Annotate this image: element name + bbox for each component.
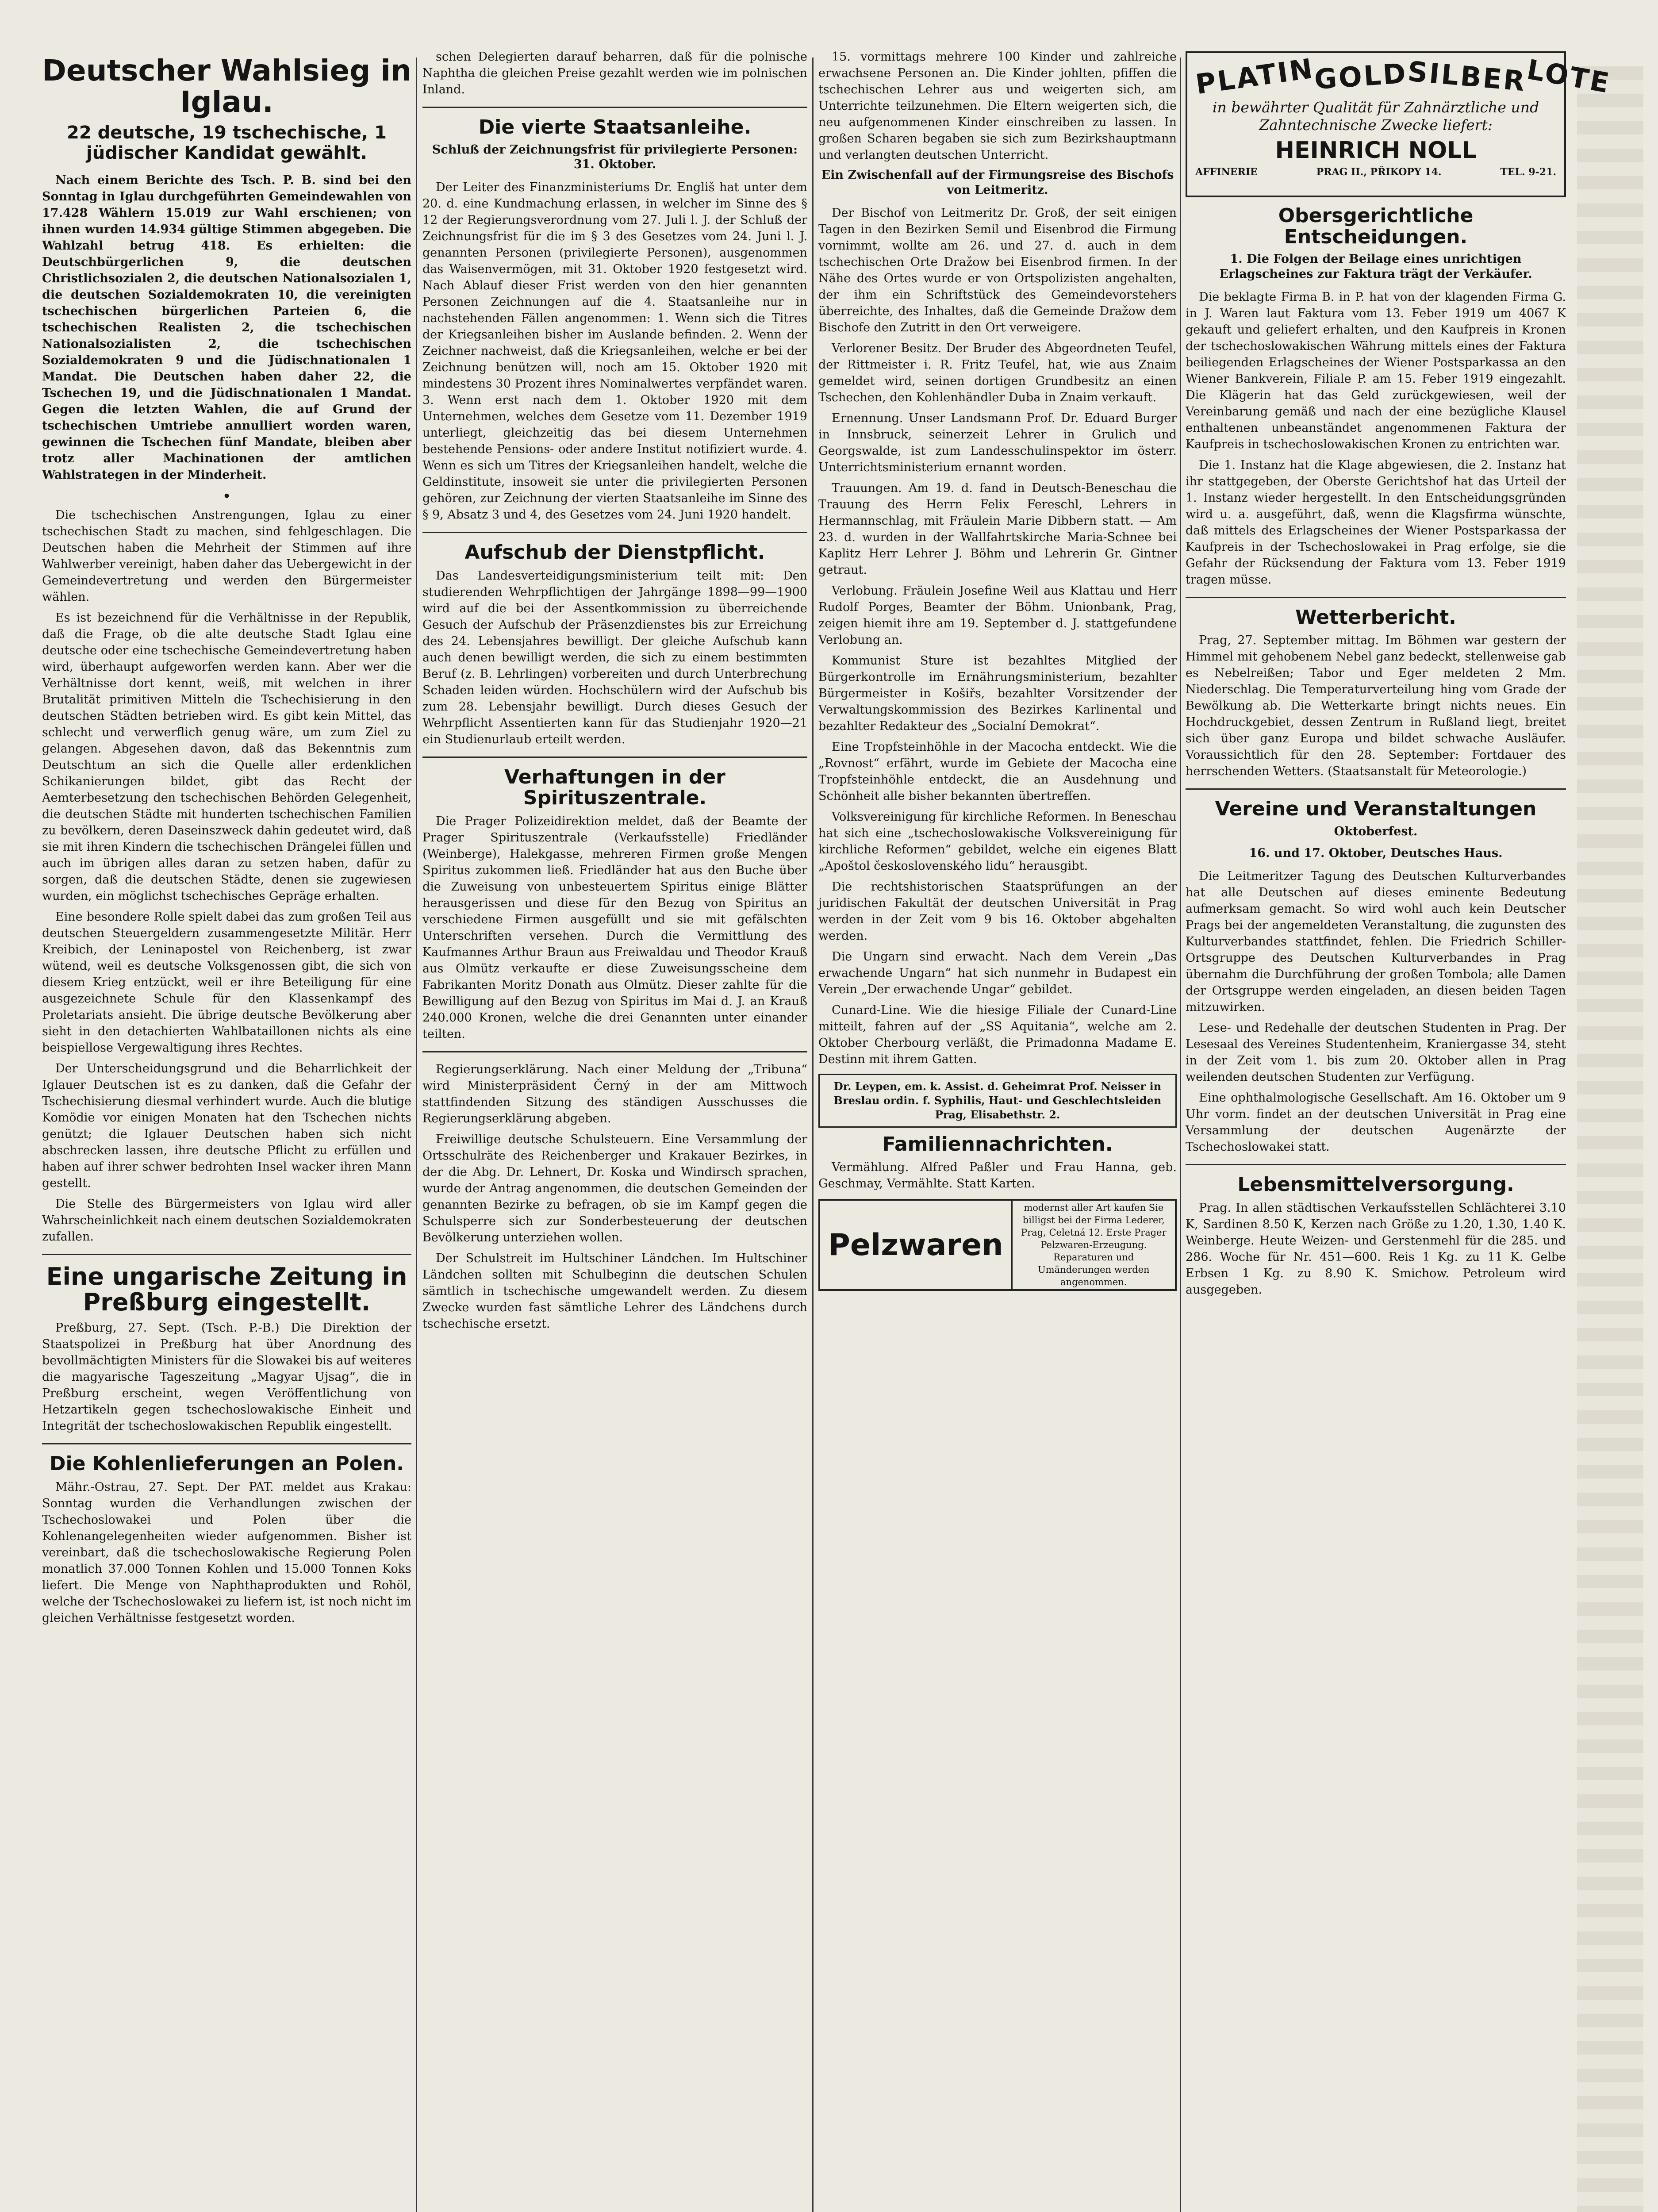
column-2 [422,49,807,2212]
metal-word: SILBER [1406,55,1528,98]
noll-advertisement [1186,51,1613,197]
article-lead: Nach einem Berichte des Tsch. P. B. sind bei den Sonntag in Iglau durchgeführten Gemeindewahlen von 17.428 Wählern 15.019 zur Wahl erschienen; von ihnen wurden 14.934 gültige Stimmen abgegeben. Die Wahlzahl betrug 418. Es erhielten: die Deutschbürgerlichen 9, die deutschen Christlichsozialen 2, die deutschen Nationalsozialen 1, die deutschen Sozialdemokraten 10, die vereinigten tschechischen bürgerlichen Parteien 6, die tschechischen Realisten 2, die tschechischen Nationalsozialisten 2, die tschechischen Sozialdemokraten 9 und die Jüdischnationalen 1 Mandat. Die Deutschen haben daher 22, die Tschechen 19, und die Jüdischnationalen 1 Mandat. Gegen die letzten Wahlen, die auf Grund der tschechischen Umtriebe annulliert worden waren, gewinnen die Tschechen fünf Mandate, bleiben aber trotz aller Machinationen der amtlichen Wahlstrategen in der Minderheit. [42,173,411,482]
article-paragraph: Trauungen. Am 19. d. fand in Deutsch-Beneschau die Trauung des Herrn Felix Fereschl, Lehrers in Hermannschlag, mit Fräulein Marie Dibbern statt. — Am 23. d. wurden in der Wallfahrtskirche Maria-Schnee bei Kaplitz Herr Lehrer J. Böhm und Lehrerin Gr. Gintner getraut. [818,481,1177,577]
article-paragraph: Mähr.-Ostrau, 27. Sept. Der PAT. meldet aus Krakau: Sonntag wurden die Verhandlungen zwischen der Tschechoslowakei und Polen über die Kohlenangelegenheiten wieder aufgenommen. Bisher ist vereinbart, daß die tschechoslowakische Regierung Polen monatlich 37.000 Tonnen Kohlen und 15.000 Tonnen Koks liefert. Die Menge von Naphthaprodukten und Rohöl, welche der Tschechoslowakei zu liefern ist, ist noch nicht im gleichen Verhältnisse festgesetzt worden. [42,1480,411,1625]
article-paragraph: Verlobung. Fräulein Josefine Weil aus Klattau und Herr Rudolf Porges, Beamter der Böhm. Unionbank, Prag, zeigen hiemit ihre am 19. September d. J. stattgefundene Verlobung an. [818,584,1177,647]
headline-iglau: Deutscher Wahlsieg in Iglau. [42,54,411,119]
article-paragraph: Preßburg, 27. Sept. (Tsch. P.-B.) Die Direktion der Staatspolizei in Preßburg hat über Anordnung des bevollmächtigten Ministers für die Slowakei bis auf weiteres die magyarische Tageszeitung „Magyar Ujsag“, die in Preßburg erscheint, wegen Veröffentlichung von Hetzartikeln gegen tschechoslowakische Einheit und Integrität der tschechoslowakischen Republik eingestellt. [42,1321,411,1433]
ad-affinerie: AFFINERIE [1195,166,1258,178]
headline-familiennachrichten: Familiennachrichten. [882,1133,1113,1156]
section-divider [1186,1164,1566,1165]
subheadline-staatsanleihe: Schluß der Zeichnungsfrist für privilegierte Personen: 31. Oktober. [432,142,798,172]
ad-footer [1195,166,1556,178]
headline-lebensmittel: Lebensmittelversorgung. [1237,1173,1514,1196]
article-paragraph: Vermählung. Alfred Paßler und Frau Hanna, geb. Geschmay, Vermählte. Statt Karten. [818,1160,1177,1191]
article-paragraph: Der Schulstreit im Hultschiner Ländchen. Im Hultschiner Ländchen sollten mit Schulbeginn die deutschen Schulen sämtlich in tschechische umgewandelt werden. Zu diesem Zwecke wurden fast sämtliche Lehrer des Ländchens durch tschechische ersetzt. [422,1251,807,1331]
ad-address: PRAG II., PŘIKOPY 14. [1316,166,1442,178]
page-edge [1577,66,1643,2212]
section-divider [42,1254,411,1255]
article-paragraph: Volksvereinigung für kirchliche Reformen. In Beneschau hat sich eine „tschechoslowakische Volksvereinigung für kirchliche Reformen“ gebildet, welche ein eigenes Blatt „Apoštol československého lidu“ herausgibt. [818,810,1177,873]
article-paragraph: Es ist bezeichnend für die Verhältnisse in der Republik, daß die Frage, ob die alte deutsche Stadt Iglau eine deutsche oder eine tschechische Gemeindevertretung haben wird, überhaupt aufgeworfen werden kann. Aber wer die Verhältnisse dort kennt, weiß, mit welchen in ihrer Brutalität primitiven Mitteln die Tschechisierung in den deutschen Städten betrieben wird. Es gibt kein Mittel, das schlecht und verwerflich genug wäre, um zum Ziel zu gelangen. Abgesehen davon, daß das Bekenntnis zum Deutschtum an sich die Quelle aller erdenklichen Schikanierungen bildet, gibt das Recht der Aemterbesetzung den tschechischen Behörden Gelegenheit, die deutschen Städte mit hunderten tschechischen Familien zu bevölkern, deren Daseinszweck dahin gedeutet wird, daß sie mit ihren Kindern die tschechischen Drängelei füllen und auch im übrigen alles daran zu setzen haben, dafür zu sorgen, daß die deutschen Städte, denen sie zugewiesen wurden, ein möglichst tschechisches Gepräge erhalten. [42,611,411,903]
pelzwaren-advertisement [818,1199,1177,1291]
article-paragraph: Regierungserklärung. Nach einer Meldung der „Tribuna“ wird Ministerpräsident Černý in der am Mittwoch stattfindenden Sitzung des ständigen Ausschusses die Regierungserklärung abgeben. [422,1062,807,1125]
headline-vereine: Vereine und Veranstaltungen [1215,798,1537,821]
doctor-notice: Dr. Leypen, em. k. Assist. d. Geheimrat Prof. Neisser in Breslau ordin. f. Syphilis, Haut- und Geschlechtsleiden Prag, Elisabethstr. 2. [818,1074,1177,1128]
article-paragraph: Eine Tropfsteinhöhle in der Macocha entdeckt. Wie die „Rovnost“ erfährt, wurde im Gebiete der Macocha eine Tropfsteinhöhle entdeckt, die an Ausdehnung und Schönheit alle bisher bekannten übertreffen. [818,740,1177,803]
article-paragraph: Die Ungarn sind erwacht. Nach dem Verein „Das erwachende Ungarn“ hat sich nunmehr in Budapest ein Verein „Der erwachende Ungar“ gebildet. [818,949,1177,996]
subheadline-bischof: Ein Zwischenfall auf der Firmungsreise des Bischofs von Leitmeritz. [821,168,1174,197]
article-paragraph: Das Landesverteidigungsministerium teilt mit: Den studierenden Wehrpflichtigen der Jahrgänge 1898—99—1900 wird auf die bei der Assentkommission zu überreichende Gesuch der Aufschub der Präsenzdienstes bis zur Erreichung des 24. Lebensjahres bewilligt. Der gleiche Aufschub kann auch denen bewilligt werden, die sich zu einem bestimmten Beruf (z. B. Lehrlingen) vorbereiten und durch Unterbrechung Schaden leiden würden. Hochschülern wird der Aufschub bis zum 28. Lebensjahr bewilligt. Durch dieses Gesuch der Wehrpflicht Assentierten kann für das Studienjahr 1920—21 ein Studienurlaub erteilt werden. [422,568,807,746]
article-paragraph: Die tschechischen Anstrengungen, Iglau zu einer tschechischen Stadt zu machen, sind fehlgeschlagen. Die Deutschen haben die Mehrheit der Stimmen auf ihre Wahlwerber vereinigt, haben daher das Uebergewicht in der Gemeindevertretung und werden den Bürgermeister wählen. [42,508,411,604]
article-paragraph: Die Prager Polizeidirektion meldet, daß der Beamte der Prager Spirituszentrale (Verkaufsstelle) Friedländer (Weinberge), Halekgasse, mehreren Firmen große Mengen Spiritus zukommen ließ. Friedländer hat aus den Buche über die Zuweisung von unbesteuertem Spiritus einige Blätter herausgerissen und diese für den Bezug von Spiritus an verschiedene Firmen ausgefüllt und sie mit gefälschten Unterschriften versehen. Durch die Vermittlung des Kaufmannes Arthur Braun aus Freiwaldau und Theodor Krauß aus Olmütz verkaufte er diese Zuweisungsscheine dem Fabrikanten Moritz Donath aus Olmütz. Dieser zahlte für die Bewilligung auf den Bezug von Spiritus im Mai d. J. an Krauß 240.000 Kronen, welche die drei Genannten unter einander teilten. [422,814,807,1041]
article-paragraph: Der Leiter des Finanzministeriums Dr. Engliš hat unter dem 20. d. eine Kundmachung erlassen, in welcher im Sinne des § 12 der Regierungsverordnung vom 27. Juli l. J. der Schluß der Zeichnungsfrist für die im § 3 des Gesetzes vom 24. Juni l. J. genannten Personen (privilegierte Personen), ausgenommen das Waisenvermögen, mit 31. Oktober 1920 festgesetzt wird. Nach Ablauf dieser Frist werden von den hier genannten Personen Zeichnungen auf die 4. Staatsanleihe nur in nachstehenden Fällen angenommen: 1. Wenn sich die Titres der Kriegsanleihen bisher im Auslande befinden. 2. Wenn der Zeichner nachweist, daß die Kriegsanleihen, welche er bei der Zeichnung benützen will, noch am 15. Oktober 1920 mit mindestens 30 Prozent ihres Nominalwertes verpfändet waren. 3. Wenn erst nach dem 1. Oktober 1920 mit dem Unternehmen, welches dem Gesetze vom 11. Dezember 1919 unterliegt, gleichzeitig das bei diesem Unternehmen bestehende Pensions- oder andere Institut notifiziert wurde. 4. Wenn es sich um Titres der Kriegsanleihen handelt, welche die Geldinstitute, insoweit sie unter die privilegierten Personen gehören, zur Zeichnung der vierten Staatsanleihe im Sinne des § 9, Absatz 3 und 4, des Gesetzes vom 24. Juni 1920 handelt. [422,180,807,522]
subheadline-oktoberfest: Oktoberfest. [1334,824,1418,838]
article-paragraph: schen Delegierten darauf beharren, daß für die polnische Naphtha die gleichen Preise gezahlt werden wie im polnischen Inland. [422,50,807,96]
article-paragraph: Die beklagte Firma B. in P. hat von der klagenden Firma G. in J. Waren laut Faktura vom 13. Feber 1919 um 4067 K gekauft und geliefert erhalten, und den Kaufpreis in Kronen der tschechoslowakischen Währung mittels eines der Faktura beiliegenden Erlagscheines der Wiener Postsparkassa an den Wiener Bankverein, Filiale P. am 15. Feber 1919 eingezahlt. Die Klägerin hat das Geld zurückgewiesen, weil der Vereinbarung gemäß und nach der eine bezügliche Klausel enthaltenen unbeanständet angenommenen Faktura der Kaufpreis in tschechoslowakischen Kronen zu entrichten war. [1186,290,1566,451]
metal-word: GOLD [1313,57,1409,96]
ad-tagline: in bewährter Qualität für Zahnärztliche und Zahntechnische Zwecke liefert: [1212,99,1539,134]
column-4 [1186,49,1613,2212]
article-paragraph: Verlorener Besitz. Der Bruder des Abgeordneten Teufel, der Rittmeister i. R. Fritz Teufel, hat, wie aus Znaim gemeldet wird, seinen dortigen Grundbesitz an einen Tschechen, den Kohlenhändler Duba in Znaim verkauft. [818,341,1177,404]
headline-dienstpflicht: Aufschub der Dienstpflicht. [464,541,765,564]
column-rule [1180,58,1181,2212]
column-rule [812,58,814,2212]
article-paragraph: Lese- und Redehalle der deutschen Studenten in Prag. Der Lesesaal des Vereines Studentenheim, Kraniergasse 34, steht in der Zeit vom 1. bis zum 20. Oktober allen in Prag weilenden deutschen Studenten zur Verfügung. [1186,1021,1566,1084]
subheadline-iglau: 22 deutsche, 19 tschechische, 1 jüdischer Kandidat gewählt. [66,122,387,163]
subheadline-date: 16. und 17. Oktober, Deutsches Haus. [1249,846,1503,860]
headline-pressburg: Eine ungarische Zeitung in Preßburg eingestellt. [46,1262,407,1316]
headline-spirituszentrale: Verhaftungen in der Spirituszentrale. [504,765,725,810]
column-rule [416,58,417,2212]
article-paragraph: Freiwillige deutsche Schulsteuern. Eine Versammlung der Ortsschulräte des Reichenberger und Krakauer Bezirkes, in der die Abg. Dr. Lehnert, Dr. Koska und Windirsch sprachen, wurde der Antrag angenommen, die deutschen Gemeinden der genannten Bezirke zu befragen, ob sie im Kampf gegen die Schulsperre sich zur Sonderbesteuerung der deutschen Bevölkerung unterziehen wollen. [422,1132,807,1244]
article-paragraph: Kommunist Sture ist bezahltes Mitglied der Bürgerkontrolle im Ernährungsministerium, bezahlter Bürgermeister in Košiřs, bezahlter Vorsitzender der Verwaltungskommission des Bezirkes Karlinental und bezahlter Redakteur des „Socialní Demokrat“. [818,653,1177,733]
headline-wetterbericht: Wetterbericht. [1295,606,1456,629]
article-paragraph: Ernennung. Unser Landsmann Prof. Dr. Eduard Burger in Innsbruck, seinerzeit Lehrer in Grulich und Georgswalde, ist zum Landesschulinspektor im österr. Unterrichtsministerium ernannt worden. [818,411,1177,474]
section-divider [422,107,807,108]
pelzwaren-logo: Pelzwaren [820,1201,1013,1289]
article-paragraph: Der Unterscheidungsgrund und die Beharrlichkeit der Iglauer Deutschen ist es zu danken, daß die Gefahr der Tschechisierung diesmal verhindert wurde. Auch die blutige Komödie vor einigen Monaten hat den Tschechen nichts genützt; die Iglauer Deutschen haben sich nicht abschrecken lassen, ihre deutsche Pflicht zu erfüllen und haben auf ihrer schwer bedrohten Insel wacker ihren Mann gestellt. [42,1061,411,1190]
separator-bullet: • [222,487,231,505]
headline-staatsanleihe: Die vierte Staatsanleihe. [478,116,752,138]
pelzwaren-text: modernst aller Art kaufen Sie billigst bei der Firma Lederer, Prag, Celetná 12. Erste Prager Pelzwaren-Erzeugung. Reparaturen und Umänderungen werden angenommen. [1021,1202,1167,1288]
metal-word: LOTE [1524,53,1613,100]
article-paragraph: Der Bischof von Leitmeritz Dr. Groß, der seit einigen Tagen in den Bezirken Semil und Eisenbrod die Firmung vornimmt, wollte am 26. und 27. d. auch in dem tschechischen Orte Dražow bei Eisenbrod firmen. In der Nähe des Ortes wurde er von Ortspolizisten angehalten, der ihm ein Schriftstück des Gemeindevorstehers überreichte, des Inhaltes, daß die Gemeinde Dražow dem Bischofe den Zutritt in den Ort verweigere. [818,206,1177,334]
section-divider [422,1051,807,1052]
metal-word: PLATIN [1194,52,1316,101]
section-divider [422,532,807,533]
article-paragraph: Eine besondere Rolle spielt dabei das zum großen Teil aus deutschen Steuergeldern zusammengesetzte Militär. Herr Kreibich, der Leninapostel von Reichenberg, ist zwar wütend, weil es deutsche Volksgenossen gibt, die sich von diesem Krieg entzückt, weil er ihre Beteiligung für eine ausgezeichnete Schule für den Klassenkampf des Proletariats ansieht. Die übrige deutsche Bevölkerung aber sieht in den detachierten Wahlbataillonen nichts als eine beispiellose Vergewaltigung ihres Rechtes. [42,910,411,1055]
column-3 [818,49,1177,2212]
metal-list [1194,52,1613,101]
headline-kohlen: Die Kohlenlieferungen an Polen. [50,1452,404,1475]
section-divider [42,1443,411,1444]
section-divider [1186,788,1566,790]
article-paragraph: Prag, 27. September mittag. Im Böhmen war gestern der Himmel mit gehobenem Nebel ganz bedeckt, stellenweise gab es Nebelreißen; Tabor und Eger meldeten 2 Mm. Niederschlag. Die Temperaturverteilung hing vom Grade der Bewölkung ab. Die Wetterkarte bringt nichts neues. Ein Hochdruckgebiet, dessen Zentrum in Rußland liegt, breitet sich über ganz Europa und bildet schwache Ausläufer. Voraussichtlich für den 28. September: Fortdauer des herrschenden Wetters. (Staatsanstalt für Meteorologie.) [1186,634,1566,779]
article-paragraph: 15. vormittags mehrere 100 Kinder und zahlreiche erwachsene Personen an. Die Kinder johlten, pfiffen die tschechischen Lehrer aus und weigerten sich, am Unterrichte teilzunehmen. Die Eltern weigerten sich, die neu aufgenommenen Kinder einschreiben zu lassen. In großen Scharen begaben sie sich zum Bezirkshauptmann und verlangten deutschen Unterricht. [818,50,1177,162]
section-divider [1186,597,1566,598]
ad-company-name: HEINRICH NOLL [1275,137,1477,164]
article-paragraph: Die Leitmeritzer Tagung des Deutschen Kulturverbandes hat alle Deutschen auf dieses eminente Bedeutung aufmerksam gemacht. So wird wohl auch kein Deutscher Prags bei der angemeldeten Veranstaltung, die zugunsten des Kulturverbandes stattfindet, fehlen. Die Friedrich Schiller-Ortsgruppe des Deutschen Kulturverbandes in Prag übernahm die Durchführung der großen Tombola; alle Damen der Ortsgruppe werden eingeladen, an diesen beiden Tagen mitzuwirken. [1186,869,1566,1014]
column-1 [42,49,411,2212]
ad-telephone: TEL. 9-21. [1500,166,1556,178]
section-divider [422,757,807,758]
article-paragraph: Prag. In allen städtischen Verkaufsstellen Schlächterei 3.10 K, Sardinen 8.50 K, Kerzen nach Größe zu 1.20, 1.30, 1.40 K. Weinberge. Heute Weizen- und Gerstenmehl für die 285. und 286. Woche für Nr. 451—600. Reis 1 Kg. zu 11 K. Gelbe Erbsen 1 Kg. zu 8.90 K. Smichow. Petroleum wird ausgegeben. [1186,1201,1566,1297]
article-paragraph: Eine ophthalmologische Gesellschaft. Am 16. Oktober um 9 Uhr vorm. findet an der deutschen Universität in Prag eine Versammlung der deutschen Augenärzte der Tschechoslowakei statt. [1186,1091,1566,1154]
subheadline-entscheidungen: 1. Die Folgen der Beilage eines unrichtigen Erlagscheines zur Faktura trägt der Verkäufer. [1219,252,1532,281]
article-paragraph: Die Stelle des Bürgermeisters von Iglau wird aller Wahrscheinlichkeit nach einem deutschen Sozialdemokraten zufallen. [42,1197,411,1244]
headline-entscheidungen: Obersgerichtliche Entscheidungen. [1278,204,1474,248]
article-paragraph: Die rechtshistorischen Staatsprüfungen an der juridischen Fakultät der deutschen Universität in Prag werden in der Zeit vom 9 bis 16. Oktober abgehalten werden. [818,879,1177,943]
article-paragraph: Cunard-Line. Wie die hiesige Filiale der Cunard-Line mitteilt, fahren auf der „SS Aquitania“, welche am 2. Oktober Cherbourg verläßt, die Primadonna Madame E. Destinn mit ihrem Gatten. [818,1003,1177,1066]
article-paragraph: Die 1. Instanz hat die Klage abgewiesen, die 2. Instanz hat ihr stattgegeben, der Oberste Gerichtshof hat das Urteil der 1. Instanz wieder hergestellt. In den Entscheidungsgründen wird u. a. ausgeführt, daß, wenn die Klagsfirma wünschte, daß mittels des Erlagscheines der Wiener Postsparkassa der Kaufpreis in der Tschechoslowakei in Prag erfolge, sie die Gefahr der Rücksendung der Faktura vom 13. Feber 1919 tragen müsse. [1186,458,1566,587]
